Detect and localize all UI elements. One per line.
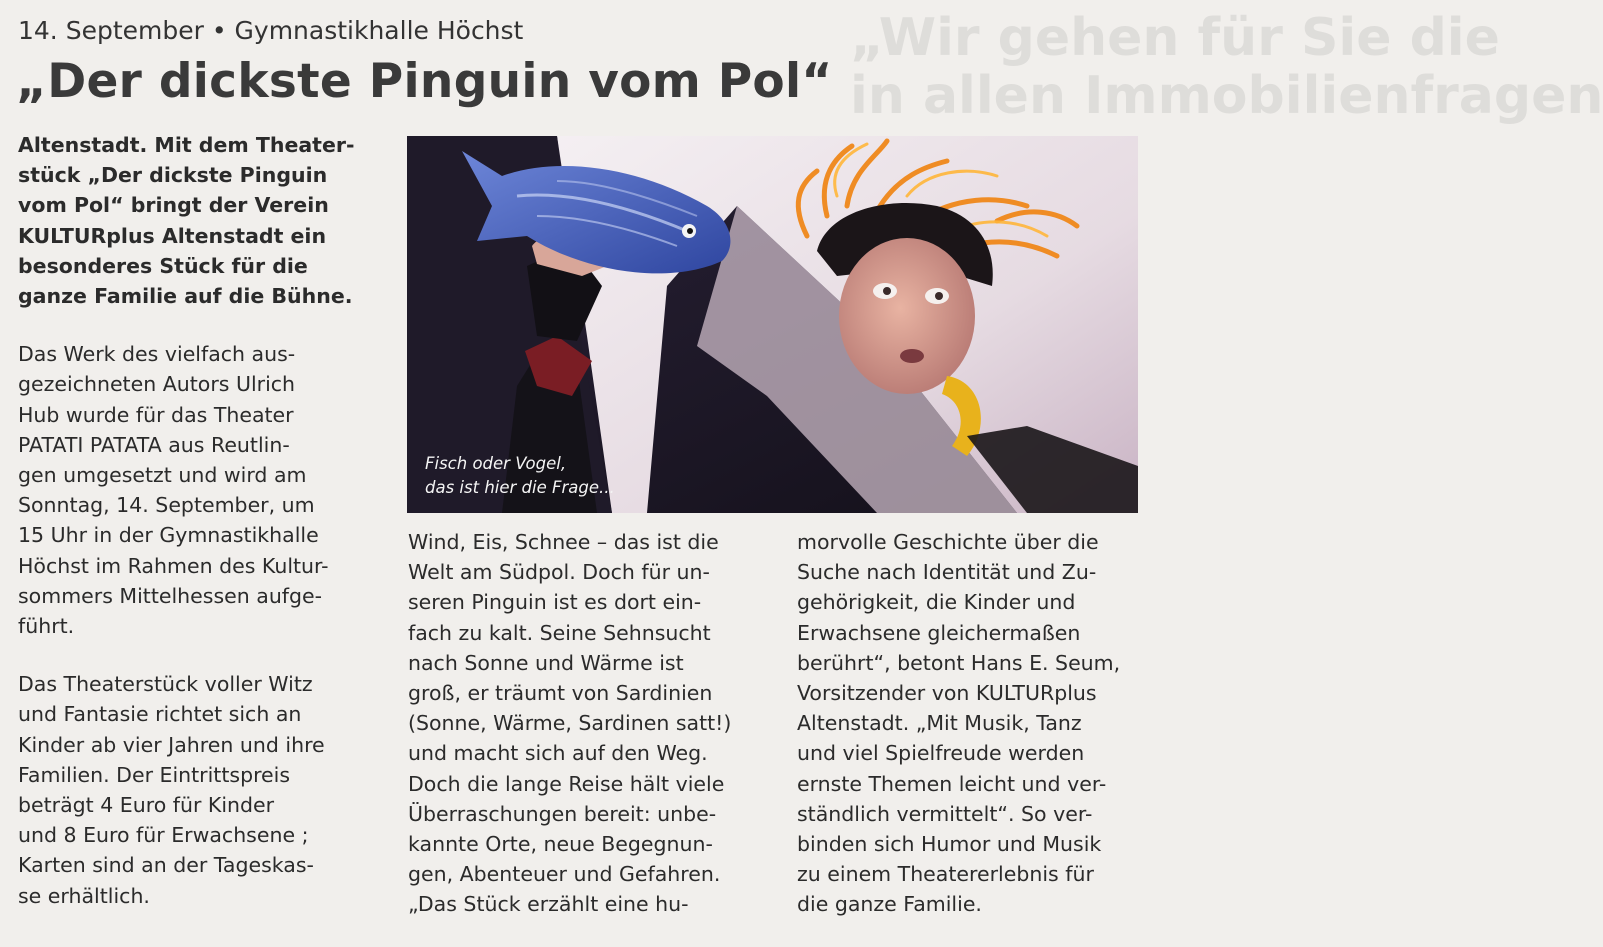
- article-column-3: [797, 527, 1147, 920]
- body-paragraph: [18, 669, 368, 911]
- text-line: und 8 Euro für Erwachsene ;: [18, 823, 309, 848]
- text-line: kannte Orte, neue Begegnun-: [408, 832, 713, 857]
- text-line: besonderes Stück für die: [18, 253, 308, 278]
- text-line: gen, Abenteuer und Gefahren.: [408, 862, 721, 887]
- text-line: vom Pol“ bringt der Verein: [18, 193, 329, 218]
- text-line: fach zu kalt. Seine Sehnsucht: [408, 620, 711, 645]
- text-line: Sonntag, 14. September, um: [18, 493, 315, 518]
- text-line: Das Theaterstück voller Witz: [18, 672, 313, 697]
- caption-line: das ist hier die Frage...: [425, 478, 615, 497]
- photo-caption: [425, 452, 615, 500]
- text-line: die ganze Familie.: [797, 892, 982, 917]
- text-line: beträgt 4 Euro für Kinder: [18, 793, 275, 818]
- caption-line: Fisch oder Vogel,: [425, 454, 567, 473]
- text-line: Hub wurde für das Theater: [18, 402, 294, 427]
- text-line: Vorsitzender von KULTURplus: [797, 681, 1097, 706]
- text-line: führt.: [18, 614, 75, 639]
- text-line: „Das Stück erzählt eine hu-: [408, 892, 689, 917]
- text-line: groß, er träumt von Sardinien: [408, 681, 713, 706]
- text-line: Das Werk des vielfach aus-: [18, 342, 296, 367]
- text-line: und macht sich auf den Weg.: [408, 741, 708, 766]
- text-line: KULTURplus Altenstadt ein: [18, 223, 327, 248]
- text-line: (Sonne, Wärme, Sardinen satt!): [408, 711, 732, 736]
- text-line: Suche nach Identität und Zu-: [797, 560, 1097, 585]
- text-line: zu einem Theatererlebnis für: [797, 862, 1094, 887]
- text-line: gen umgesetzt und wird am: [18, 463, 307, 488]
- text-line: 15 Uhr in der Gymnastikhalle: [18, 523, 319, 548]
- text-line: Familien. Der Eintrittspreis: [18, 762, 291, 787]
- text-line: gehörigkeit, die Kinder und: [797, 590, 1076, 615]
- text-line: Doch die lange Reise hält viele: [408, 771, 725, 796]
- bleed-through-text: in allen Immobilienfragen: [850, 66, 1603, 126]
- text-line: und Fantasie richtet sich an: [18, 702, 302, 727]
- text-line: gezeichneten Autors Ulrich: [18, 372, 296, 397]
- text-line: ganze Familie auf die Bühne.: [18, 284, 353, 309]
- bleed-through-text: „Wir gehen für Sie die: [850, 8, 1500, 68]
- text-line: Altenstadt. Mit dem Theater-: [18, 133, 355, 157]
- text-line: morvolle Geschichte über die: [797, 530, 1099, 554]
- body-paragraph: [18, 339, 368, 641]
- event-kicker: 14. September • Gymnastikhalle Höchst: [18, 16, 524, 45]
- text-line: nach Sonne und Wärme ist: [408, 650, 684, 675]
- text-line: seren Pinguin ist es dort ein-: [408, 590, 702, 615]
- article-column-2: [408, 527, 758, 920]
- text-line: Kinder ab vier Jahren und ihre: [18, 732, 325, 757]
- text-line: se erhältlich.: [18, 883, 150, 908]
- text-line: ernste Themen leicht und ver-: [797, 771, 1107, 796]
- text-line: berührt“, betont Hans E. Seum,: [797, 650, 1121, 675]
- text-line: ständlich vermittelt“. So ver-: [797, 801, 1093, 826]
- text-line: Höchst im Rahmen des Kultur-: [18, 553, 329, 578]
- text-line: Karten sind an der Tageskas-: [18, 853, 314, 878]
- text-line: PATATI PATATA aus Reutlin-: [18, 432, 290, 457]
- text-line: Erwachsene gleichermaßen: [797, 620, 1081, 645]
- text-line: Welt am Südpol. Doch für un-: [408, 560, 710, 585]
- text-line: binden sich Humor und Musik: [797, 832, 1102, 857]
- text-line: stück „Der dickste Pinguin: [18, 163, 328, 188]
- text-line: Altenstadt. „Mit Musik, Tanz: [797, 711, 1082, 736]
- text-line: Wind, Eis, Schnee – das ist die: [408, 530, 719, 554]
- article-column-1: [18, 130, 368, 911]
- article-photo: [407, 136, 1138, 513]
- text-line: sommers Mittelhessen aufge-: [18, 583, 323, 608]
- text-line: und viel Spielfreude werden: [797, 741, 1085, 766]
- article-headline: „Der dickste Pinguin vom Pol“: [16, 54, 833, 109]
- text-line: Überraschungen bereit: unbe-: [408, 801, 717, 826]
- lead-paragraph: [18, 130, 368, 311]
